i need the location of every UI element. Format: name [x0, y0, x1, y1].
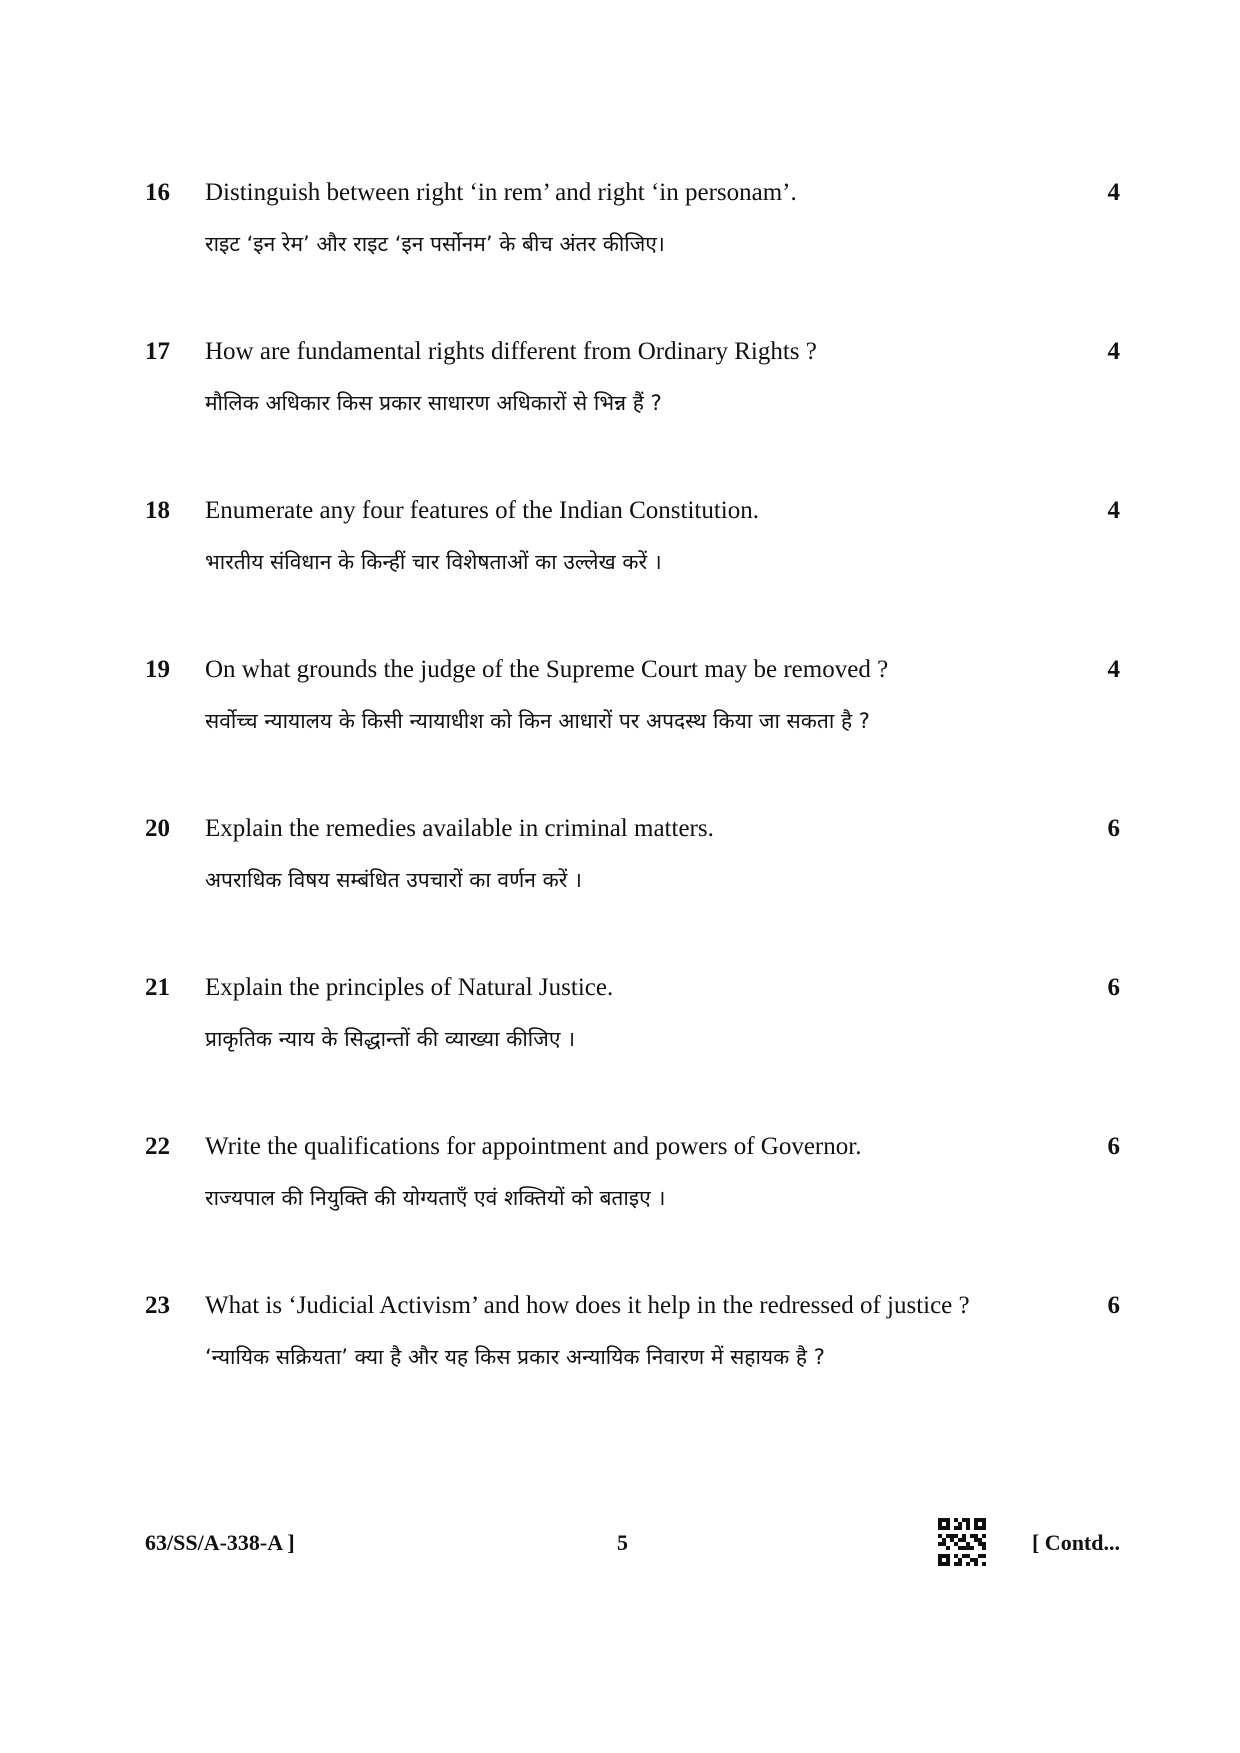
question-text-english: Enumerate any four features of the Indian Constitution. [205, 497, 760, 524]
question-number: 16 [145, 179, 170, 206]
question-text-english: Explain the principles of Natural Justice. [205, 974, 614, 1001]
question-marks: 4 [1107, 179, 1120, 206]
question-text-hindi: राज्यपाल की नियुक्ति की योग्यताएँ एवं शक्तियों को बताइए । [205, 1186, 666, 1210]
page-footer [145, 1518, 1120, 1570]
continued-label: [ Contd... [1031, 1530, 1120, 1555]
question-text-english: Write the qualifications for appointment and powers of Governor. [205, 1133, 862, 1160]
question-number: 18 [145, 497, 170, 524]
question-16 [145, 178, 1120, 288]
question-number: 22 [145, 1133, 170, 1160]
question-text-english: On what grounds the judge of the Supreme Court may be removed ? [205, 656, 889, 683]
question-number: 21 [145, 974, 170, 1001]
question-text-english: Distinguish between right ‘in rem’ and right ‘in personam’. [205, 179, 797, 206]
question-18 [145, 496, 1120, 606]
question-marks: 4 [1107, 338, 1120, 365]
question-number: 17 [145, 338, 170, 365]
question-text-hindi: ‘न्यायिक सक्रियता’ क्या है और यह किस प्रकार अन्यायिक निवारण में सहायक है ? [205, 1345, 825, 1369]
question-17 [145, 337, 1120, 447]
question-marks: 6 [1107, 1292, 1120, 1319]
paper-code: 63/SS/A-338-A ] [145, 1530, 295, 1555]
question-marks: 6 [1107, 815, 1120, 842]
question-marks: 4 [1107, 497, 1120, 524]
question-text-english: Explain the remedies available in criminal matters. [205, 815, 714, 842]
question-21 [145, 973, 1120, 1083]
question-number: 20 [145, 815, 170, 842]
question-marks: 6 [1107, 1133, 1120, 1160]
question-22 [145, 1132, 1120, 1242]
question-23 [145, 1291, 1120, 1401]
question-text-hindi: सर्वोच्च न्यायालय के किसी न्यायाधीश को किन आधारों पर अपदस्थ किया जा सकता है ? [205, 709, 870, 733]
question-number: 23 [145, 1292, 170, 1319]
qr-code-icon [938, 1518, 986, 1566]
question-text-hindi: राइट ‘इन रेम’ और राइट ‘इन पर्सोनम’ के बीच अंतर कीजिए। [205, 232, 665, 256]
question-text-english: What is ‘Judicial Activism’ and how does it help in the redressed of justice ? [205, 1292, 970, 1319]
question-text-hindi: भारतीय संविधान के किन्हीं चार विशेषताओं का उल्लेख करें । [205, 550, 662, 574]
question-20 [145, 814, 1120, 924]
question-number: 19 [145, 656, 170, 683]
question-19 [145, 655, 1120, 765]
page-number: 5 [617, 1530, 628, 1555]
question-text-hindi: प्राकृतिक न्याय के सिद्धान्तों की व्याख्या कीजिए । [205, 1027, 576, 1051]
question-marks: 4 [1107, 656, 1120, 683]
question-marks: 6 [1107, 974, 1120, 1001]
question-text-hindi: अपराधिक विषय सम्बंधित उपचारों का वर्णन करें । [205, 868, 582, 892]
question-text-hindi: मौलिक अधिकार किस प्रकार साधारण अधिकारों से भिन्न हैं ? [205, 391, 662, 415]
question-text-english: How are fundamental rights different from Ordinary Rights ? [205, 338, 817, 365]
